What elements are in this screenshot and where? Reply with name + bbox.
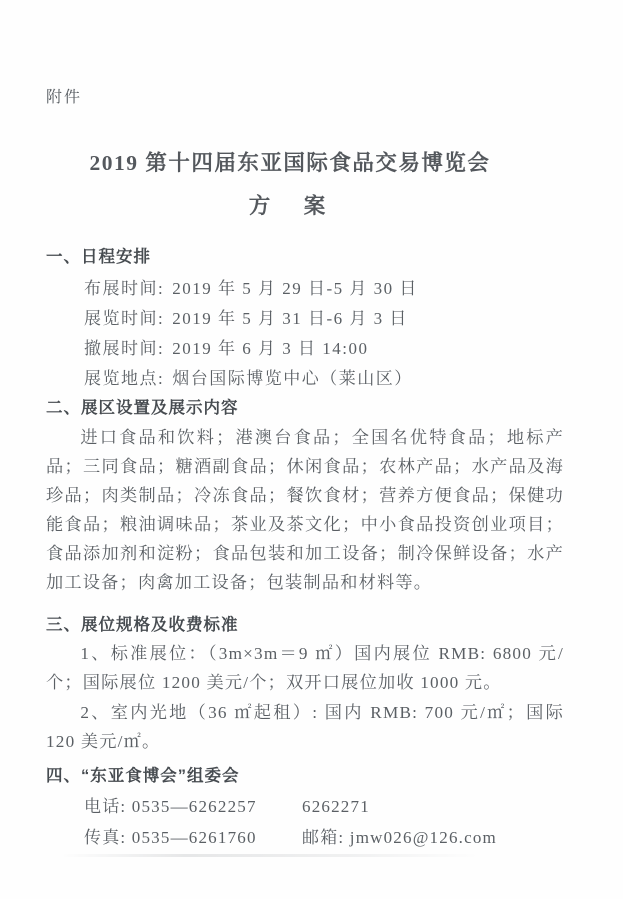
document-title <box>30 146 550 220</box>
schedule-label: 布展时间: <box>84 279 165 298</box>
document-title-line2: 方 案 <box>248 194 332 218</box>
fax-number: 传真: 0535—6261760 <box>84 828 257 847</box>
schedule-value: 2019 年 6 月 3 日 14:00 <box>172 339 369 358</box>
section-committee-heading: 四、“东亚食博会”组委会 <box>46 767 240 785</box>
section-booth-pricing-heading: 三、展位规格及收费标准 <box>46 616 239 634</box>
contact-row-fax-email <box>84 822 497 853</box>
section-schedule-heading: 一、日程安排 <box>46 248 151 266</box>
schedule-row-venue <box>84 364 418 394</box>
committee-contacts <box>84 791 497 853</box>
phone-number-secondary: 6262271 <box>302 797 370 816</box>
section-exhibit-content-heading: 二、展区设置及展示内容 <box>46 399 239 417</box>
schedule-value: 2019 年 5 月 29 日-5 月 30 日 <box>172 279 418 298</box>
attachment-label: 附件 <box>46 89 83 106</box>
scan-smudge-artifact <box>60 854 480 857</box>
schedule-value: 烟台国际博览中心（莱山区） <box>172 369 413 388</box>
exhibit-content-paragraph: 进口食品和饮料；港澳台食品；全国名优特食品；地标产品；三同食品；糖酒副食品；休闲食品；农林产品；水产品及海珍品；肉类制品；冷冻食品；餐饮食材；营养方便食品；保健功能食品；粮油调味品；茶业及茶文化；中小食品投资创业项目；食品添加剂和淀粉；食品包装和加工设备；制冷保鲜设备；水产加工设备；肉禽加工设备；包装制品和材料等。 <box>46 428 564 592</box>
schedule-row-setup <box>84 274 418 304</box>
contact-row-phone <box>84 791 497 822</box>
phone-numbers: 电话: 0535—6262257 <box>84 797 257 816</box>
schedule-label: 展览地点: <box>84 369 165 388</box>
schedule-label: 撤展时间: <box>84 339 165 358</box>
schedule-row-teardown <box>84 334 418 364</box>
schedule-label: 展览时间: <box>84 309 165 328</box>
schedule-row-exhibition <box>84 304 418 334</box>
booth-pricing-item-rawspace: 2、室内光地（36 ㎡起租）: 国内 RMB: 700 元/㎡；国际 120 美元/㎡。 <box>46 703 564 751</box>
document-title-line1: 2019 第十四届东亚国际食品交易博览会 <box>89 151 491 175</box>
booth-pricing-item-standard: 1、标准展位：（3m×3m＝9 ㎡）国内展位 RMB: 6800 元/个；国际展位 1200 美元/个；双开口展位加收 1000 元。 <box>46 644 564 692</box>
schedule-list <box>84 274 418 394</box>
email-address: 邮箱: jmw026@126.com <box>302 828 497 847</box>
schedule-value: 2019 年 5 月 31 日-6 月 3 日 <box>172 309 408 328</box>
